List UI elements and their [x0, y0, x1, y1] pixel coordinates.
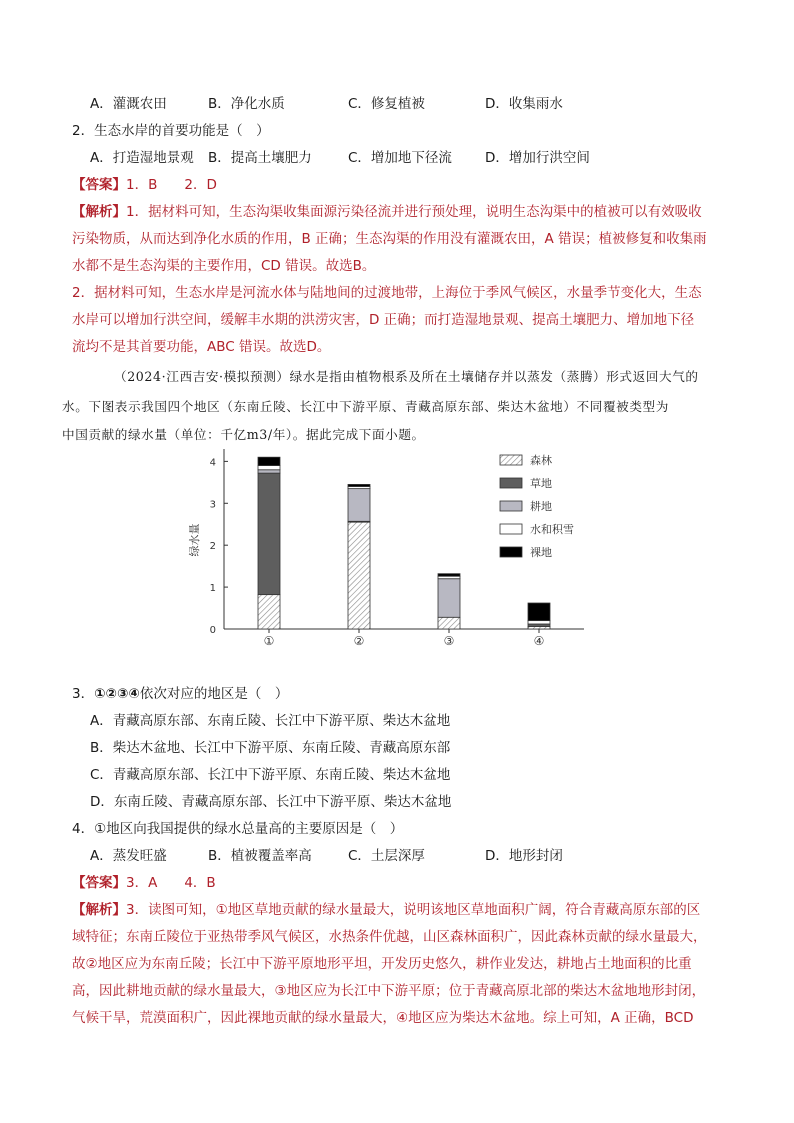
q2-option-d[interactable]: D．增加行洪空间 — [485, 150, 590, 166]
analysis-2-line-2: 故②地区应为东南丘陵；长江中下游平原地形平坦，开发历史悠久，耕作业发达，耕地占土地面积的比重 — [72, 956, 692, 972]
q3-stem — [72, 684, 288, 704]
answer-block-2 — [72, 873, 216, 893]
q4-option-c[interactable]: C．土层深厚 — [348, 848, 425, 864]
q4-options — [90, 846, 563, 866]
q1-option-d[interactable]: D．收集雨水 — [485, 96, 563, 112]
q4-option-d[interactable]: D．地形封闭 — [485, 848, 563, 864]
q3-number: 3． — [72, 686, 95, 702]
q4-option-b[interactable]: B．植被覆盖率高 — [208, 848, 312, 864]
analysis-1-line-1: 污染物质，从而达到净化水质的作用，B 正确；生态沟渠的作用没有灌溉农田，A 错误；植被修复和收集雨 — [72, 231, 707, 247]
q3-option-a[interactable]: A．青藏高原东部、东南丘陵、长江中下游平原、柴达木盆地 — [90, 713, 451, 729]
bar-segment — [348, 522, 370, 629]
legend-swatch — [500, 455, 522, 465]
bar-segment — [258, 595, 280, 629]
analysis-tag: 【解析】 — [72, 204, 126, 220]
x-tick-label: ① — [263, 634, 275, 648]
bar-segment — [528, 603, 550, 621]
legend-label: 耕地 — [530, 500, 552, 513]
answer-tag-2: 【答案】 — [72, 875, 126, 891]
answer-text: 1．B 2．D — [126, 177, 217, 193]
q1-options — [90, 94, 563, 114]
bar-segment — [258, 466, 280, 470]
analysis-1-line-5: 流均不是其首要功能，ABC 错误。故选D。 — [72, 339, 331, 355]
q4-stem: 4．①地区向我国提供的绿水总量高的主要原因是（ ） — [72, 821, 404, 837]
legend-swatch — [500, 547, 522, 557]
analysis-1-line-0 — [72, 202, 702, 222]
bar-segment — [258, 457, 280, 465]
bar-segment — [438, 617, 460, 629]
analysis-tag-2: 【解析】 — [72, 902, 126, 918]
q3-stem-text: 依次对应的地区是（ ） — [139, 686, 289, 702]
analysis-1-line-3: 2．据材料可知，生态水岸是河流水体与陆地间的过渡地带，上海位于季风气候区，水量季节变化大，生态 — [72, 285, 702, 301]
green-water-chart — [180, 444, 600, 654]
q1-option-c[interactable]: C．修复植被 — [348, 96, 425, 112]
q2-stem: 2．生态水岸的首要功能是（ ） — [72, 123, 270, 139]
analysis-1-text-0: 1．据材料可知，生态沟渠收集面源污染径流并进行预处理，说明生态沟渠中的植被可以有效吸收 — [126, 204, 702, 220]
bar-segment — [348, 484, 370, 486]
q3-option-b[interactable]: B．柴达木盆地、长江中下游平原、东南丘陵、青藏高原东部 — [90, 740, 451, 756]
analysis-2-text-0: 3．读图可知，①地区草地贡献的绿水量最大，说明该地区草地面积广阔，符合青藏高原东部的区 — [126, 902, 701, 918]
q2-options — [90, 148, 590, 168]
analysis-2-line-0 — [72, 900, 700, 920]
analysis-1-line-2: 水都不是生态沟渠的主要作用，CD 错误。故选B。 — [72, 258, 376, 274]
legend-swatch — [500, 501, 522, 511]
answer-text-2: 3．A 4．B — [126, 875, 216, 891]
q2-option-b[interactable]: B．提高土壤肥力 — [208, 150, 312, 166]
bar-segment — [438, 579, 460, 618]
y-tick-label: 2 — [209, 541, 216, 553]
q2-option-a[interactable]: A．打造湿地景观 — [90, 150, 194, 166]
bar-segment — [348, 489, 370, 522]
q1-option-a[interactable]: A．灌溉农田 — [90, 96, 167, 112]
analysis-2-line-4: 气候干旱，荒漠面积广，因此裸地贡献的绿水量最大，④地区应为柴达木盆地。综上可知，A 正确，BCD — [72, 1010, 694, 1026]
analysis-2-line-1: 域特征；东南丘陵位于亚热带季风气候区，水热条件优越，山区森林面积广，因此森林贡献的绿水量最大， — [72, 929, 707, 945]
x-tick-label: ② — [353, 634, 365, 648]
chart-legend — [500, 453, 574, 559]
analysis-2-line-3: 高，因此耕地贡献的绿水量最大，③地区应为长江中下游平原；位于青藏高原北部的柴达木盆地地形封闭， — [72, 983, 706, 999]
legend-swatch — [500, 524, 522, 534]
bar-segment — [438, 574, 460, 577]
legend-label: 水和积雪 — [530, 523, 574, 536]
chart-x-labels — [264, 629, 545, 648]
q2-option-c[interactable]: C．增加地下径流 — [348, 150, 452, 166]
legend-label: 森林 — [530, 454, 552, 467]
x-tick-label: ③ — [443, 634, 455, 648]
answer-block-1 — [72, 175, 217, 195]
y-tick-label: 0 — [209, 625, 216, 636]
legend-label: 裸地 — [530, 546, 552, 559]
legend-label: 草地 — [530, 477, 552, 490]
q1-option-b[interactable]: B．净化水质 — [208, 96, 285, 112]
q3-marks: ①②③④ — [94, 686, 140, 702]
q3-option-c[interactable]: C．青藏高原东部、长江中下游平原、东南丘陵、柴达木盆地 — [90, 767, 451, 783]
analysis-1-line-4: 水岸可以增加行洪空间，缓解丰水期的洪涝灾害，D 正确；而打造湿地景观、提高土壤肥力、增加地下径 — [72, 312, 695, 328]
intro-line-1: 水。下图表示我国四个地区（东南丘陵、长江中下游平原、青藏高原东部、柴达木盆地）不同覆被类型为 — [62, 399, 669, 414]
bar-segment — [258, 473, 280, 595]
intro-line-2: 中国贡献的绿水量（单位：千亿m3/年）。据此完成下面小题。 — [62, 427, 425, 442]
answer-tag: 【答案】 — [72, 177, 126, 193]
chart-y-label: 绿水量 — [188, 523, 201, 557]
legend-swatch — [500, 478, 522, 488]
bar-segment — [258, 470, 280, 473]
intro-line-0: （2024·江西吉安·模拟预测）绿水是指由植物根系及所在土壤储存并以蒸发（蒸腾）形式返回大气的 — [114, 369, 699, 384]
y-tick-label: 4 — [209, 457, 216, 469]
q4-option-a[interactable]: A．蒸发旺盛 — [90, 848, 167, 864]
y-tick-label: 3 — [209, 499, 216, 511]
q3-option-d[interactable]: D．东南丘陵、青藏高原东部、长江中下游平原、柴达木盆地 — [90, 794, 452, 810]
bar-segment — [528, 621, 550, 624]
y-tick-label: 1 — [209, 583, 216, 595]
x-tick-label: ④ — [533, 634, 545, 648]
